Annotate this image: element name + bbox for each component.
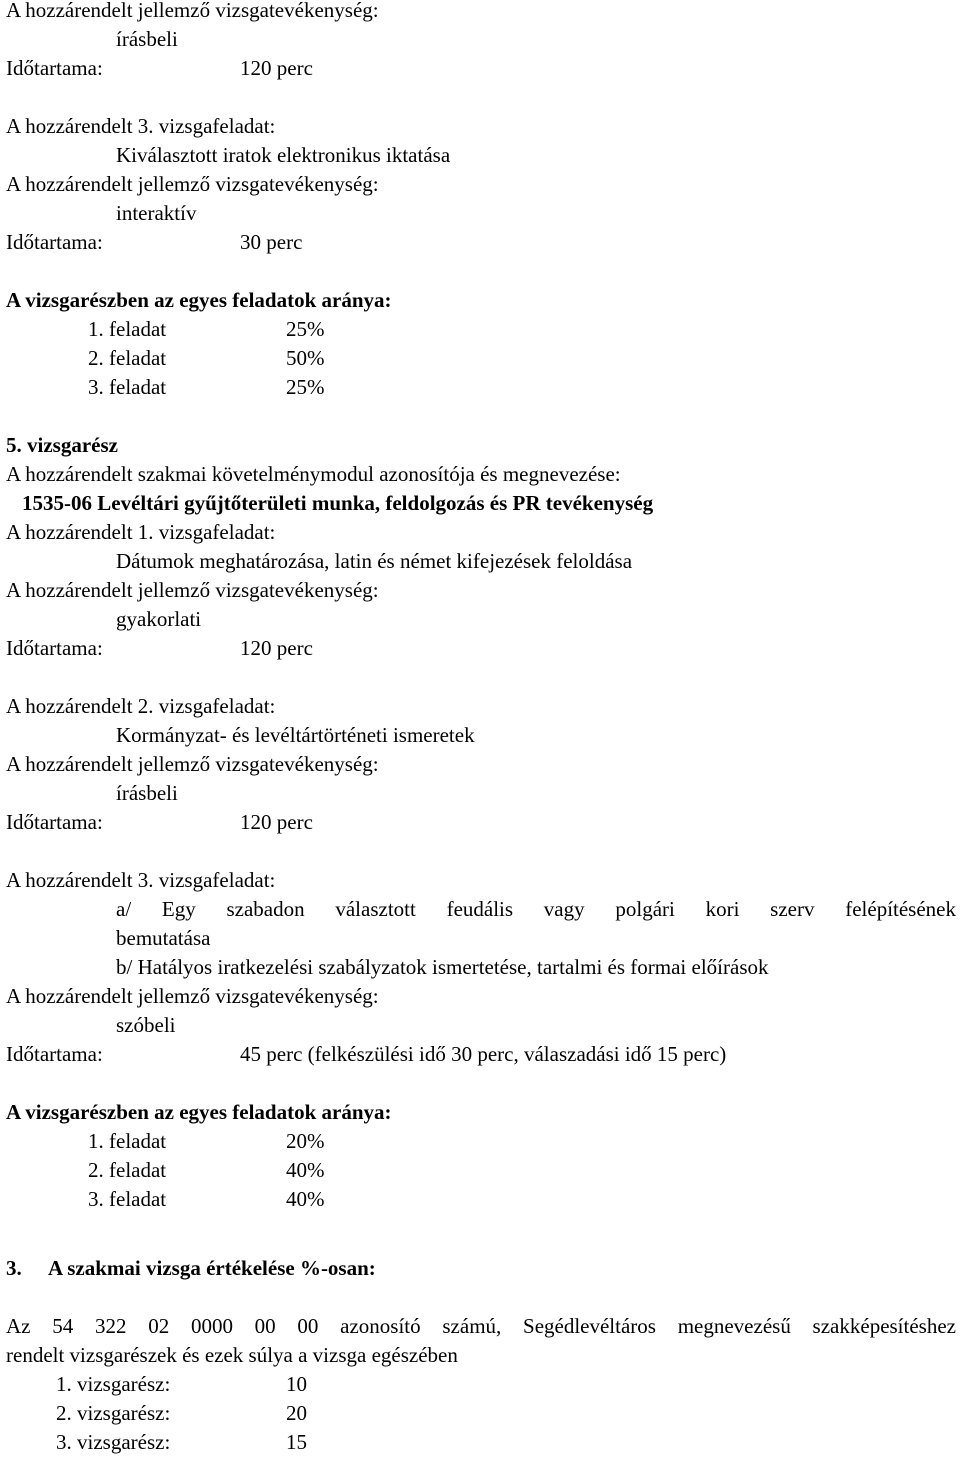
activity-label: A hozzárendelt jellemző vizsgatevékenység: xyxy=(6,578,379,602)
section-heading: A szakmai vizsga értékelése %-osan: xyxy=(48,1256,376,1280)
task-item-b: b/ Hatályos iratkezelési szabályzatok ismertetése, tartalmi és formai előírások xyxy=(116,955,769,979)
task-title: Kiválasztott iratok elektronikus iktatása xyxy=(116,143,451,167)
module-label: A hozzárendelt szakmai követelménymodul azonosítója és megnevezése: xyxy=(6,462,621,486)
ratio-task: 2. feladat xyxy=(88,1158,167,1182)
ratio-pct: 40% xyxy=(286,1158,325,1182)
activity-value: írásbeli xyxy=(116,27,178,51)
ratio-task: 2. feladat xyxy=(88,346,167,370)
activity-label: A hozzárendelt jellemző vizsgatevékenység: xyxy=(6,984,379,1008)
weight-value: 10 xyxy=(286,1372,307,1396)
part-heading: 5. vizsgarész xyxy=(6,433,118,457)
activity-value: interaktív xyxy=(116,201,197,225)
task-label: A hozzárendelt 2. vizsgafeladat: xyxy=(6,694,276,718)
ratio-heading: A vizsgarészben az egyes feladatok aránya: xyxy=(6,288,392,312)
ratio-pct: 50% xyxy=(286,346,325,370)
duration-value: 45 perc (felkészülési idő 30 perc, válaszadási idő 15 perc) xyxy=(240,1042,727,1066)
evaluation-paragraph-cont: rendelt vizsgarészek és ezek súlya a vizsga egészében xyxy=(6,1343,458,1367)
duration-label: Időtartama: xyxy=(6,636,103,660)
activity-value: gyakorlati xyxy=(116,607,202,631)
activity-value: írásbeli xyxy=(116,781,178,805)
task-title: Dátumok meghatározása, latin és német kifejezések feloldása xyxy=(116,549,633,573)
duration-value: 120 perc xyxy=(240,636,313,660)
ratio-task: 1. feladat xyxy=(88,317,167,341)
duration-value: 30 perc xyxy=(240,230,303,254)
duration-label: Időtartama: xyxy=(6,230,103,254)
weight-part: 3. vizsgarész: xyxy=(56,1430,171,1454)
ratio-pct: 25% xyxy=(286,375,325,399)
ratio-pct: 25% xyxy=(286,317,325,341)
duration-value: 120 perc xyxy=(240,56,313,80)
ratio-pct: 20% xyxy=(286,1129,325,1153)
task-item-a-cont: bemutatása xyxy=(116,926,211,950)
task-label: A hozzárendelt 3. vizsgafeladat: xyxy=(6,868,276,892)
duration-label: Időtartama: xyxy=(6,56,103,80)
activity-label: A hozzárendelt jellemző vizsgatevékenység: xyxy=(6,752,379,776)
weight-value: 15 xyxy=(286,1430,307,1454)
task-label: A hozzárendelt 3. vizsgafeladat: xyxy=(6,114,276,138)
ratio-task: 3. feladat xyxy=(88,375,167,399)
weight-part: 1. vizsgarész: xyxy=(56,1372,171,1396)
activity-label: A hozzárendelt jellemző vizsgatevékenység: xyxy=(6,0,379,22)
ratio-heading: A vizsgarészben az egyes feladatok aránya: xyxy=(6,1100,392,1124)
module-value: 1535-06 Levéltári gyűjtőterületi munka, feldolgozás és PR tevékenység xyxy=(22,491,654,515)
section-number: 3. xyxy=(6,1256,22,1280)
weight-part: 2. vizsgarész: xyxy=(56,1401,171,1425)
ratio-task: 1. feladat xyxy=(88,1129,167,1153)
ratio-task: 3. feladat xyxy=(88,1187,167,1211)
task-title: Kormányzat- és levéltártörténeti ismeretek xyxy=(116,723,475,747)
weight-value: 20 xyxy=(286,1401,307,1425)
task-label: A hozzárendelt 1. vizsgafeladat: xyxy=(6,520,276,544)
ratio-pct: 40% xyxy=(286,1187,325,1211)
activity-value: szóbeli xyxy=(116,1013,176,1037)
task-item-a: a/ Egy szabadon választott feudális vagy polgári kori szerv felépítésének xyxy=(116,897,956,921)
evaluation-paragraph: Az 54 322 02 0000 00 00 azonosító számú, Segédlevéltáros megnevezésű szakképesítéshez xyxy=(6,1314,956,1338)
duration-label: Időtartama: xyxy=(6,810,103,834)
duration-label: Időtartama: xyxy=(6,1042,103,1066)
duration-value: 120 perc xyxy=(240,810,313,834)
activity-label: A hozzárendelt jellemző vizsgatevékenység: xyxy=(6,172,379,196)
